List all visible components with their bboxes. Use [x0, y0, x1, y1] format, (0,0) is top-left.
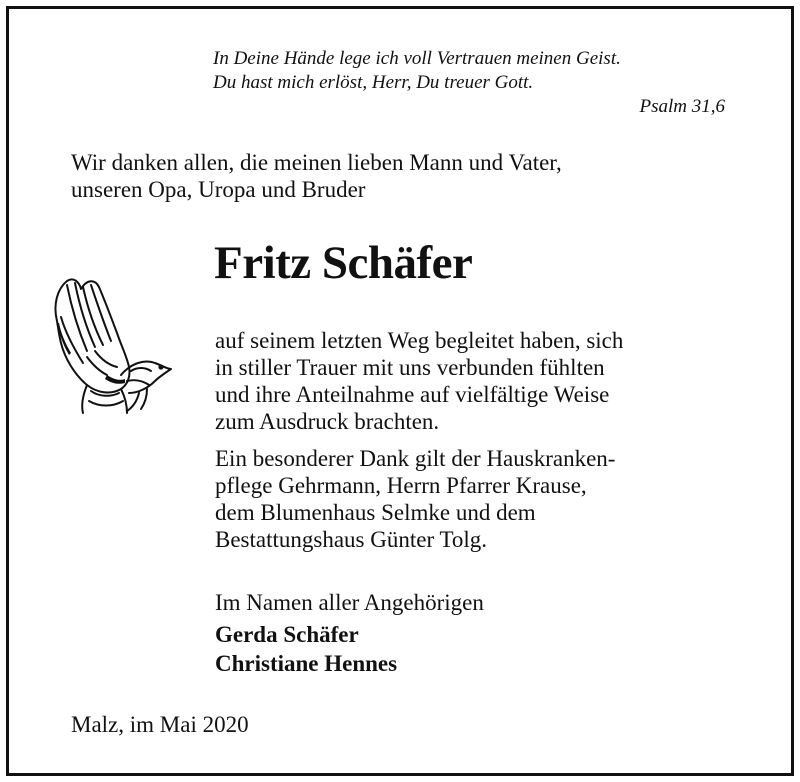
special-thanks-line-2: pflege Gehrmann, Herrn Pfarrer Krause, [215, 473, 587, 498]
special-thanks-line-3: dem Blumenhaus Selmke und dem [215, 500, 536, 525]
thanks-line-3: und ihre Anteilnahme auf vielfältige Weise [215, 382, 610, 407]
verse-reference: Psalm 31,6 [639, 96, 725, 117]
verse-line-1: In Deine Hände lege ich voll Vertrauen meinen Geist. [213, 48, 621, 69]
intro-line-2: unseren Opa, Uropa und Bruder [71, 177, 366, 202]
thanks-line-2: in stiller Trauer mit uns verbunden fühlten [215, 355, 605, 380]
deceased-name: Fritz Schäfer [214, 237, 473, 289]
special-thanks-line-1: Ein besonderer Dank gilt der Hauskranken- [215, 446, 616, 471]
signature-name-2: Christiane Hennes [215, 651, 398, 676]
thanks-line-1: auf seinem letzten Weg begleitet haben, sich [215, 328, 624, 353]
signature-name-1: Gerda Schäfer [215, 622, 359, 647]
signature-intro: Im Namen aller Angehörigen [215, 590, 484, 615]
place-date: Malz, im Mai 2020 [71, 712, 249, 737]
special-thanks-line-4: Bestattungshaus Günter Tolg. [215, 527, 488, 552]
thanks-line-4: zum Ausdruck brachten. [215, 409, 440, 434]
praying-hands-dove-icon [47, 271, 173, 417]
obituary-notice [6, 6, 794, 776]
intro-line-1: Wir danken allen, die meinen lieben Mann und Vater, [71, 150, 562, 175]
verse-line-2: Du hast mich erlöst, Herr, Du treuer Gott. [213, 72, 534, 93]
